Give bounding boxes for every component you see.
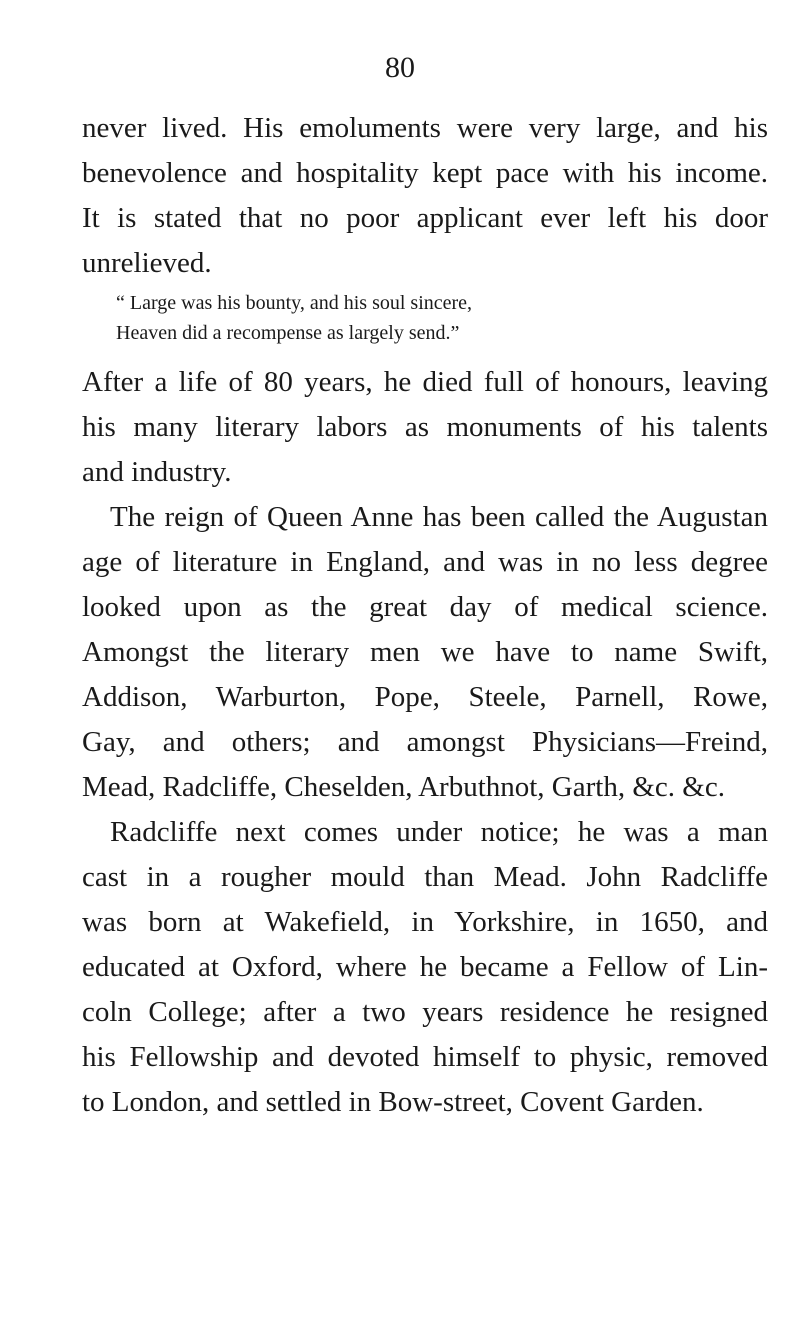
text-line: Amongst the literary men we have to name Swift, [82, 636, 768, 668]
text-line: Gay, and others; and amongst Physicians—Freind, [82, 726, 768, 758]
text-line: benevolence and hospitality kept pace with his income. [82, 157, 768, 189]
text-line: After a life of 80 years, he died full of honours, leaving [82, 366, 768, 398]
text-line: his many literary labors as monuments of his talents [82, 411, 768, 443]
text-line: Mead, Radcliffe, Cheselden, Arbuthnot, Garth, &c. &c. [82, 771, 725, 803]
verse-line: Heaven did a recompense as largely send.” [116, 322, 460, 344]
paragraph-4 [82, 810, 768, 1125]
paragraph-2 [82, 360, 768, 495]
paragraph-3 [82, 495, 768, 810]
text-line: The reign of Queen Anne has been called the Augustan [110, 501, 768, 533]
text-line: age of literature in England, and was in no less degree [82, 546, 768, 578]
text-line: and industry. [82, 456, 232, 488]
text-line: Addison, Warburton, Pope, Steele, Parnell, Rowe, [82, 681, 768, 713]
text-line: looked upon as the great day of medical science. [82, 591, 768, 623]
text-line: educated at Oxford, where he became a Fellow of Lin- [82, 951, 768, 983]
text-line: never lived. His emoluments were very large, and his [82, 112, 768, 144]
text-line: unrelieved. [82, 247, 212, 279]
body-text [82, 106, 768, 1125]
text-line: to London, and settled in Bow-street, Covent Garden. [82, 1086, 704, 1118]
verse-line: “ Large was his bounty, and his soul sincere, [116, 292, 473, 314]
paragraph-1 [82, 106, 768, 286]
verse-quotation [82, 288, 768, 360]
text-line: cast in a rougher mould than Mead. John Radcliffe [82, 861, 768, 893]
text-line: Radcliffe next comes under notice; he was a man [110, 816, 768, 848]
text-line: It is stated that no poor applicant ever left his door [82, 202, 768, 234]
text-line: coln College; after a two years residence he resigned [82, 996, 768, 1028]
text-line: his Fellowship and devoted himself to physic, removed [82, 1041, 768, 1073]
text-line: was born at Wakefield, in Yorkshire, in 1650, and [82, 906, 768, 938]
page-number: 80 [385, 51, 415, 84]
